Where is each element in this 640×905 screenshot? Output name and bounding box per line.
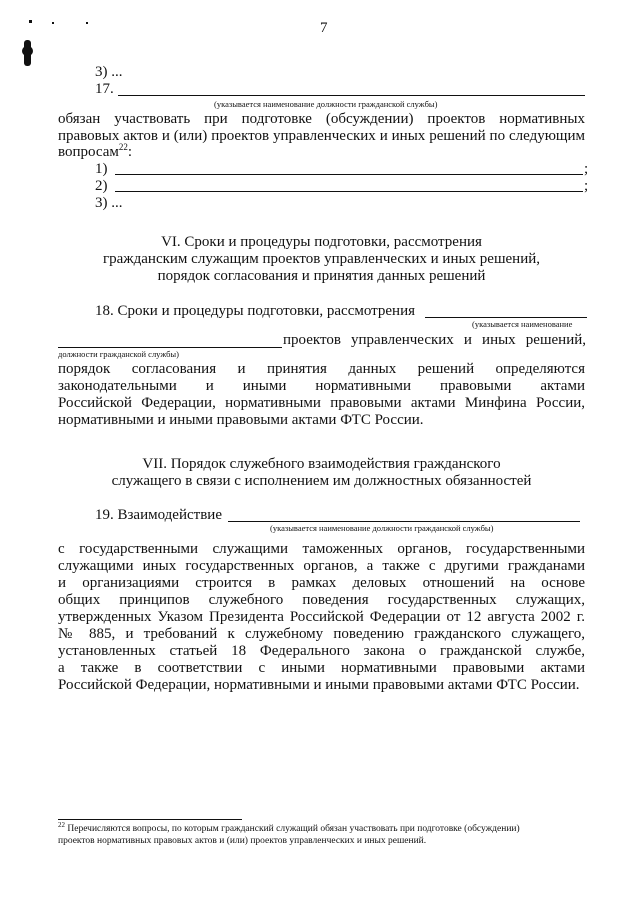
item-19-line: и организациями строится в рамках деловых отношений на основе xyxy=(58,575,585,591)
para-obliged-line3 xyxy=(58,144,132,161)
footnote-line1 xyxy=(58,820,520,835)
item-18-line4: нормативными и иными правовыми актами ФТС России. xyxy=(58,412,424,428)
item-19-line: установленных статьей 18 Федерального закона о гражданской службе, xyxy=(58,643,585,659)
page-number: 7 xyxy=(320,20,328,36)
footnote-ref: 22 xyxy=(118,142,128,152)
footnote-line2: проектов нормативных правовых актов и (или) проектов управленческих и иных решений. xyxy=(58,836,427,846)
caption-18-part2: должности гражданской службы) xyxy=(58,349,179,359)
list-item-1: 1) xyxy=(95,161,108,177)
list-item-3-top: 3) ... xyxy=(95,64,123,80)
fill-line-19 xyxy=(228,521,580,522)
scan-mark xyxy=(22,46,33,56)
scan-mark xyxy=(29,20,32,23)
section-7-heading-line1: VII. Порядок служебного взаимодействия гражданского xyxy=(142,456,501,472)
item-19-last-line: Российской Федерации, нормативными и иными правовыми актами ФТС России. xyxy=(58,677,580,693)
section-6-heading-line2: гражданским служащим проектов управленческих и иных решений, xyxy=(102,251,541,267)
item-19-line: № 885, и требований к служебному поведению гражданского служащего, xyxy=(58,626,585,642)
item-18-line2: законодательными и иными нормативными правовыми актами xyxy=(58,378,585,394)
para-obliged-colon: : xyxy=(127,144,133,160)
scan-mark xyxy=(52,22,54,24)
fill-line-2 xyxy=(115,191,583,192)
item-19-line: общих принципов служебного поведения государственных служащих, xyxy=(58,592,585,608)
caption-18-part1: (указывается наименование xyxy=(472,319,573,329)
section-6-heading-line1: VI. Сроки и процедуры подготовки, рассмотрения xyxy=(161,234,482,250)
list-item-2-end: ; xyxy=(584,178,589,194)
caption-19: (указывается наименование должности гражданской службы) xyxy=(270,523,494,533)
fill-line-1 xyxy=(115,174,583,175)
footnote-separator xyxy=(58,819,242,820)
item-19-start: 19. Взаимодействие xyxy=(95,507,222,523)
fill-line-18b xyxy=(58,347,282,348)
list-item-17: 17. xyxy=(95,81,114,97)
list-item-2: 2) xyxy=(95,178,108,194)
fill-line-17 xyxy=(118,95,585,96)
para-obliged-text: вопросам xyxy=(58,144,119,160)
item-18-start: 18. Сроки и процедуры подготовки, рассмотрения xyxy=(95,303,416,319)
section-6-heading-line3: порядок согласования и принятия данных решений xyxy=(157,268,486,284)
item-18-line1: порядок согласования и принятия данных решений определяются xyxy=(58,361,585,377)
caption-position-title: (указывается наименование должности гражданской службы) xyxy=(214,99,438,109)
item-18-line3: Российской Федерации, нормативными правовыми актами Минфина России, xyxy=(58,395,585,411)
list-item-1-end: ; xyxy=(584,161,589,177)
scan-mark xyxy=(86,22,88,24)
section-7-heading-line2: служащего в связи с исполнением им должностных обязанностей xyxy=(111,473,532,489)
list-item-3-bottom: 3) ... xyxy=(95,195,123,211)
fill-line-18a xyxy=(425,317,587,318)
footnote-number: 22 xyxy=(58,820,65,829)
footnote-text-1: Перечисляются вопросы, по которым гражданский служащий обязан участвовать при подготовке (обсуждении) xyxy=(67,824,520,834)
item-19-line: утвержденных Указом Президента Российской Федерации от 12 августа 2002 г. xyxy=(58,609,585,625)
item-18-mid: проектов управленческих и иных решений, xyxy=(283,332,586,348)
para-obliged-line1: обязан участвовать при подготовке (обсуждении) проектов нормативных xyxy=(58,111,585,127)
item-19-line: а также в соответствии с иными нормативными правовыми актами xyxy=(58,660,585,676)
item-19-line: с государственными служащими таможенных органов, государственными xyxy=(58,541,585,557)
para-obliged-line2: правовых актов и (или) проектов управленческих и иных решений по следующим xyxy=(58,128,585,144)
item-19-line: служащими иных государственных органов, а также с другими гражданами xyxy=(58,558,585,574)
